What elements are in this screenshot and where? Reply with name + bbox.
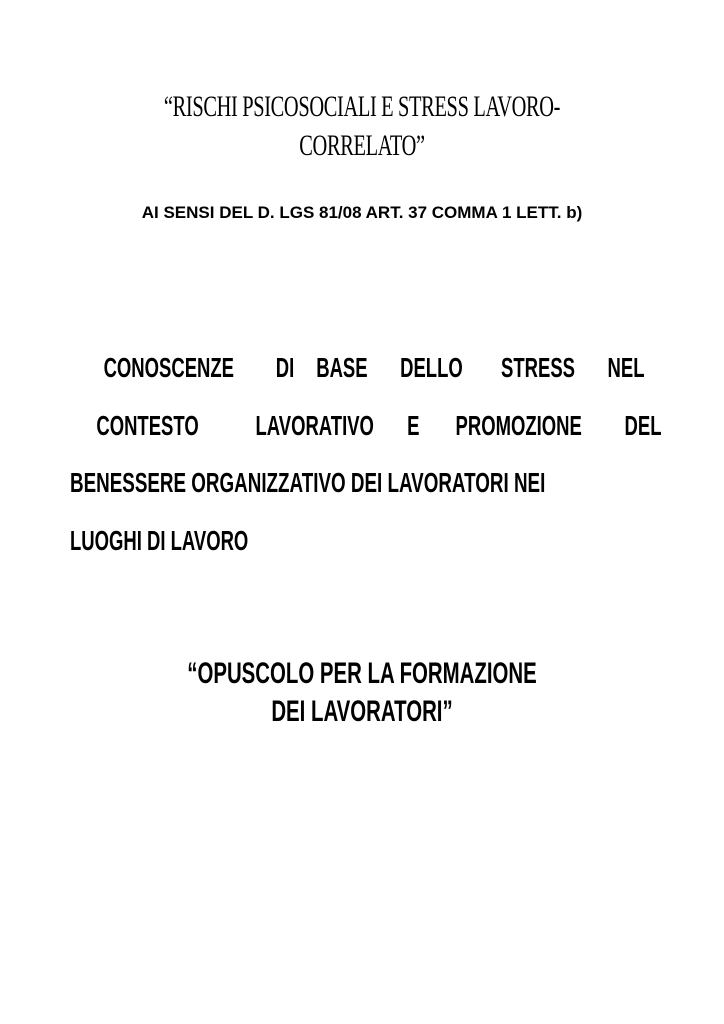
body-line-3-text: BENESSERE ORGANIZZATIVO DEI LAVORATORI NEI [70,467,546,498]
body-word: CONTESTO [96,410,199,441]
title-line-1: “RISCHI PSICOSOCIALI E STRESS LAVORO- [163,90,561,123]
body-line-4-text: LUOGHI DI LAVORO [70,525,249,556]
body-word: LAVORATIVO [255,410,374,441]
body-word: NEL [607,352,645,383]
body-word: STRESS [501,352,576,383]
body-line-2 [70,409,661,443]
body-word: E [407,410,420,441]
body-word: PROMOZIONE [455,410,582,441]
body-word: DEL [624,410,661,441]
body-word: CONOSCENZE [103,352,234,383]
body-line-1 [70,351,654,385]
body-word: DI [275,352,295,383]
booklet-line-1: “OPUSCOLO PER LA FORMAZIONE [187,657,537,690]
body-line-4 [70,524,654,558]
booklet-line-2: DEI LAVORATORI” [271,695,453,728]
legal-reference: AI SENSI DEL D. LGS 81/08 ART. 37 COMMA 1 LETT. b) [141,203,583,222]
body-word: DELLO [400,352,463,383]
body-line-3 [70,466,654,500]
title-line-2: CORRELATO” [299,129,425,162]
body-word: BASE [315,352,368,383]
